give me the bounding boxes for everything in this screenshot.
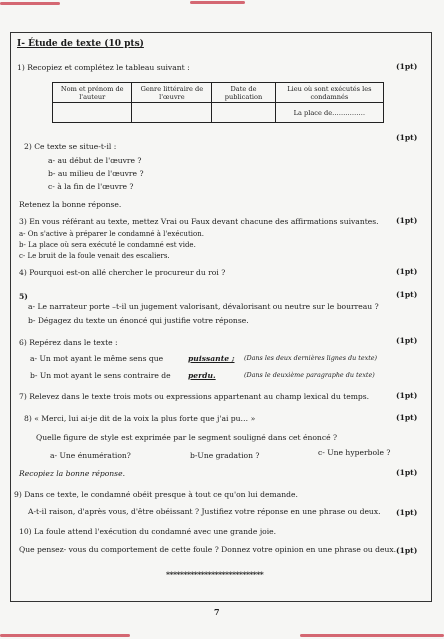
question-10: 10) La foule attend l'exécution du condamné avec une grande joie. xyxy=(19,527,277,536)
q10-sub: Que pensez- vous du comportement de cette foule ? Donnez votre opinion en une phrase ou deux. xyxy=(19,545,397,554)
stars-divider: **************************** xyxy=(166,570,264,579)
q5-part-a: a- Le narrateur porte –t-il un jugement valorisant, dévalorisant ou neutre sur le bourreau ? xyxy=(28,302,379,311)
q8-question: Quelle figure de style est exprimée par le segment souligné dans cet énoncé ? xyxy=(36,433,338,442)
question-5-number: 5) xyxy=(19,292,28,301)
q6-word-a: puissante ; xyxy=(188,354,235,363)
header-place: Lieu où sont exécutés les condamnés xyxy=(275,83,383,103)
q6-part-a: a- Un mot ayant le même sens que xyxy=(30,354,164,363)
points-q10: (1pt) xyxy=(396,546,418,555)
points-q2: (1pt) xyxy=(396,133,418,142)
q2-option-c: c- à la fin de l'œuvre ? xyxy=(48,182,134,191)
header-author: Nom et prénom de l'auteur xyxy=(53,83,132,103)
cell-date[interactable] xyxy=(212,103,275,123)
q8-option-c: c- Une hyperbole ? xyxy=(318,448,391,457)
author-table xyxy=(52,82,384,123)
q2-option-a: a- au début de l'œuvre ? xyxy=(48,156,142,165)
points-q8: (1pt) xyxy=(396,413,418,422)
points-q1: (1pt) xyxy=(396,62,418,71)
question-3: 3) En vous référant au texte, mettez Vrai ou Faux devant chacune des affirmations suivantes. xyxy=(19,217,379,226)
q8-option-a: a- Une énumération? xyxy=(50,451,131,460)
q6-part-b: b- Un mot ayant le sens contraire de xyxy=(30,371,171,380)
table-header-row xyxy=(53,83,384,103)
q6-note-a: (Dans les deux dernières lignes du texte) xyxy=(244,354,378,362)
header-genre: Genre littéraire de l'œuvre xyxy=(132,83,212,103)
header-date: Date de publication xyxy=(212,83,275,103)
section-heading: I- Étude de texte (10 pts) xyxy=(17,39,144,49)
q6-note-b: (Dans le deuxième paragraphe du texte) xyxy=(244,371,375,379)
question-8-quote: 8) « Merci, lui ai-je dit de la voix la plus forte que j'ai pu… » xyxy=(24,414,256,423)
points-q8-b: (1pt) xyxy=(396,468,418,477)
top-red-mark xyxy=(0,2,60,5)
q5-part-b: b- Dégagez du texte un énoncé qui justifie votre réponse. xyxy=(28,316,249,325)
top-red-mark xyxy=(190,1,245,4)
page-number: 7 xyxy=(214,607,220,617)
cell-author[interactable] xyxy=(53,103,132,123)
q8-instruction: Recopiez la bonne réponse. xyxy=(19,469,125,478)
points-q9: (1pt) xyxy=(396,508,418,517)
q2-option-b: b- au milieu de l'œuvre ? xyxy=(48,169,144,178)
q8-option-b: b-Une gradation ? xyxy=(190,451,260,460)
q9-sub: A-t-il raison, d'après vous, d'être obéissant ? Justifiez votre réponse en une phrase ou deux. xyxy=(28,507,381,516)
points-q5: (1pt) xyxy=(396,290,418,299)
question-7: 7) Relevez dans le texte trois mots ou expressions appartenant au champ lexical du temps. xyxy=(19,392,370,401)
q3-item-c: c- Le bruit de la foule venait des escaliers. xyxy=(19,252,170,260)
question-6: 6) Repérez dans le texte : xyxy=(19,338,118,347)
points-q7: (1pt) xyxy=(396,391,418,400)
q3-item-b: b- La place où sera exécuté le condamné est vide. xyxy=(19,241,196,249)
q3-item-a: a- On s'active à préparer le condamné à l'exécution. xyxy=(19,230,204,238)
points-q3: (1pt) xyxy=(396,216,418,225)
q6-word-b: perdu. xyxy=(188,371,216,380)
cell-genre[interactable] xyxy=(132,103,212,123)
question-2: 2) Ce texte se situe-t-il : xyxy=(24,142,117,151)
question-9: 9) Dans ce texte, le condamné obéit presque à tout ce qu'on lui demande. xyxy=(14,490,298,499)
points-q4: (1pt) xyxy=(396,267,418,276)
question-4: 4) Pourquoi est-on allé chercher le procureur du roi ? xyxy=(19,268,226,277)
bottom-red-mark xyxy=(0,634,130,637)
q2-instruction: Retenez la bonne réponse. xyxy=(19,200,122,209)
points-q6: (1pt) xyxy=(396,336,418,345)
table-answer-row xyxy=(53,103,384,123)
cell-place[interactable]: La place de…………… xyxy=(275,103,383,123)
bottom-red-mark xyxy=(300,634,444,637)
question-1: 1) Recopiez et complétez le tableau suivant : xyxy=(17,63,190,72)
